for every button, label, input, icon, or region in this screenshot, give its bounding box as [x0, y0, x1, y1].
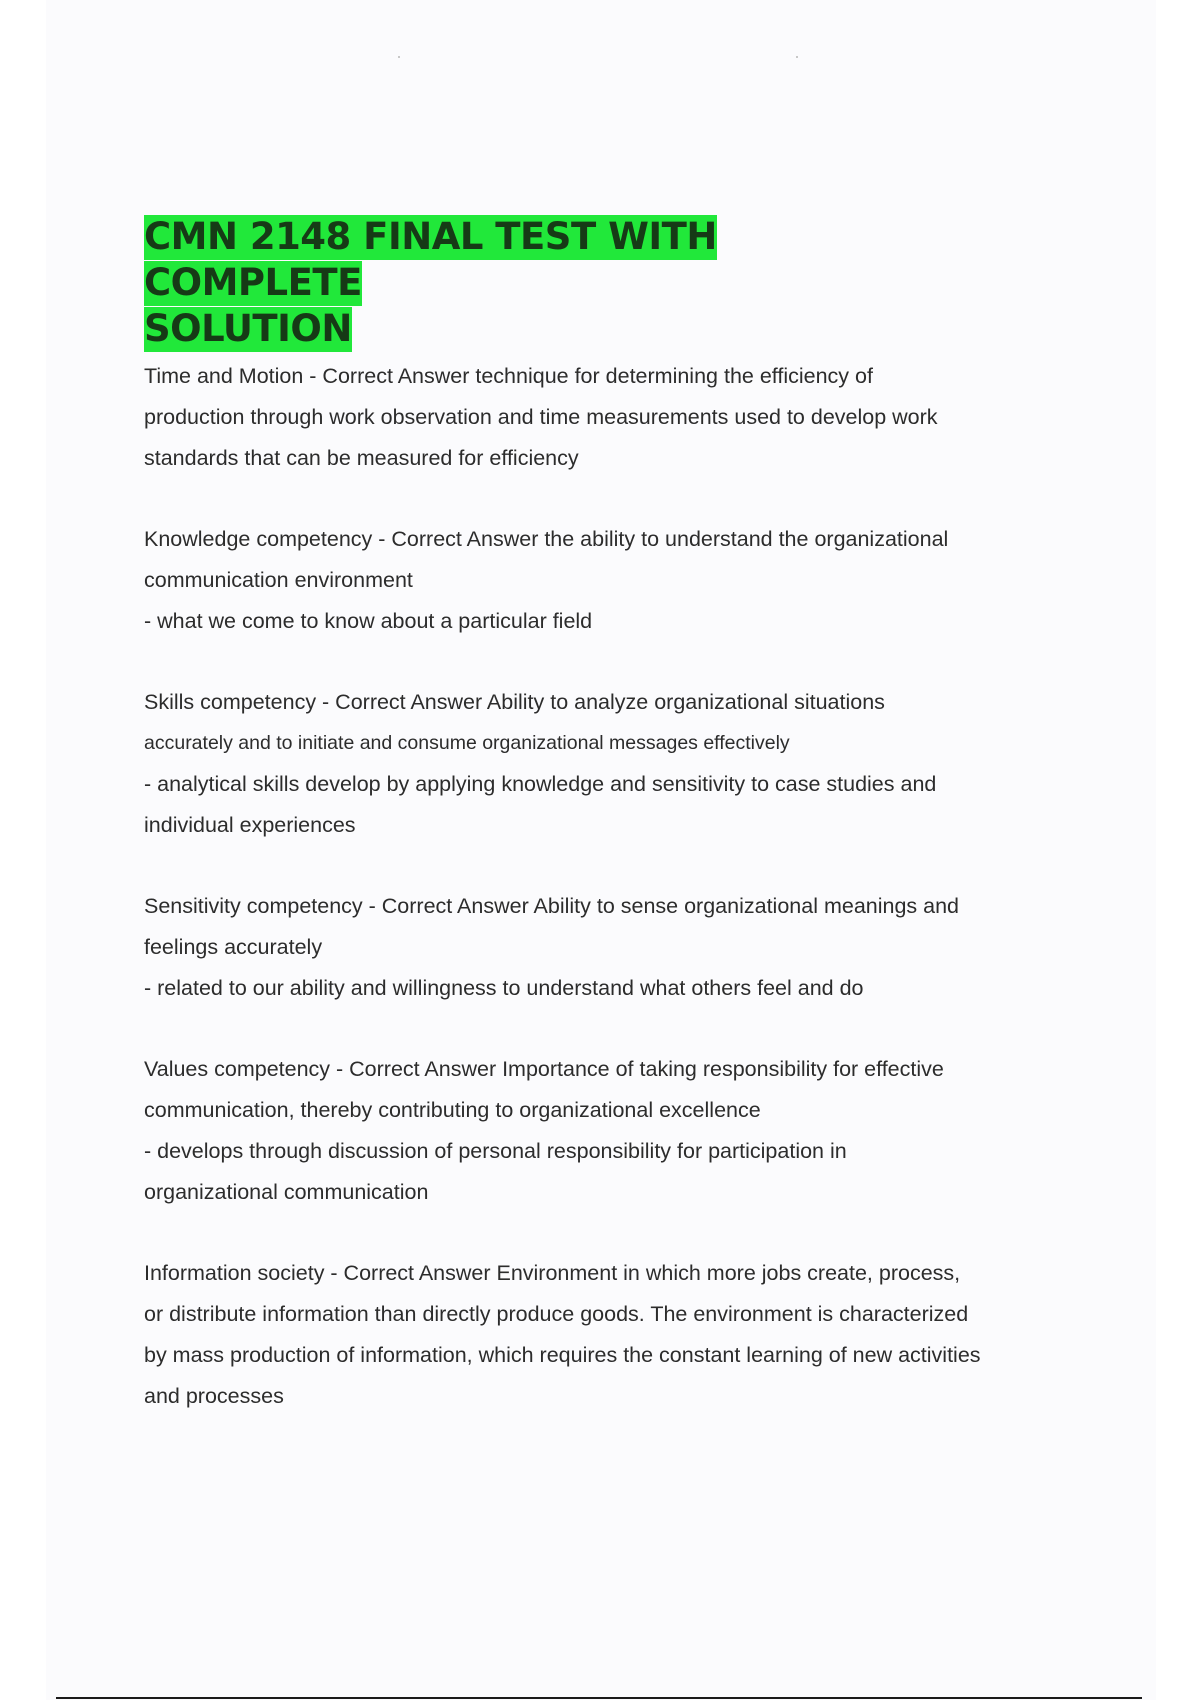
entry-line: standards that can be measured for efficiency: [144, 446, 579, 470]
title-line-2: SOLUTION: [144, 307, 352, 350]
entry-line: individual experiences: [144, 813, 356, 837]
qa-entry-skills-competency: [144, 682, 1066, 846]
bottom-rule: [56, 1697, 1142, 1699]
entry-line: Time and Motion - Correct Answer technique for determining the efficiency of: [144, 364, 873, 388]
entry-line: - develops through discussion of personal responsibility for participation in: [144, 1139, 847, 1163]
entry-line: Values competency - Correct Answer Importance of taking responsibility for effective: [144, 1057, 944, 1081]
entry-line: - analytical skills develop by applying knowledge and sensitivity to case studies and: [144, 772, 937, 796]
entry-line: communication environment: [144, 568, 413, 592]
entry-line: Knowledge competency - Correct Answer the ability to understand the organizational: [144, 527, 949, 551]
entry-line: - what we come to know about a particular field: [144, 609, 593, 633]
title-line-1: CMN 2148 FINAL TEST WITH COMPLETE: [144, 215, 717, 304]
entry-line: by mass production of information, which requires the constant learning of new activities: [144, 1343, 981, 1367]
qa-entry-knowledge-competency: [144, 519, 1066, 642]
entry-line: Information society - Correct Answer Environment in which more jobs create, process,: [144, 1261, 961, 1285]
qa-entry-sensitivity-competency: [144, 886, 1066, 1009]
entry-line: organizational communication: [144, 1180, 429, 1204]
document-title: [144, 214, 904, 352]
entry-line: feelings accurately: [144, 935, 323, 959]
qa-entry-values-competency: [144, 1049, 1066, 1213]
qa-entry-time-and-motion: [144, 356, 1066, 479]
entry-line: communication, thereby contributing to organizational excellence: [144, 1098, 761, 1122]
entry-line: production through work observation and time measurements used to develop work: [144, 405, 938, 429]
entry-line: accurately and to initiate and consume organizational messages effectively: [144, 732, 790, 754]
qa-entries: [144, 356, 1066, 1457]
entry-line: and processes: [144, 1384, 284, 1408]
scan-speck: [398, 56, 400, 58]
entry-line: Skills competency - Correct Answer Ability to analyze organizational situations: [144, 690, 885, 714]
entry-line: or distribute information than directly produce goods. The environment is characterized: [144, 1302, 969, 1326]
entry-line: Sensitivity competency - Correct Answer Ability to sense organizational meanings and: [144, 894, 960, 918]
entry-line: - related to our ability and willingness to understand what others feel and do: [144, 976, 864, 1000]
qa-entry-information-society: [144, 1253, 1066, 1417]
scan-speck: [796, 56, 798, 58]
